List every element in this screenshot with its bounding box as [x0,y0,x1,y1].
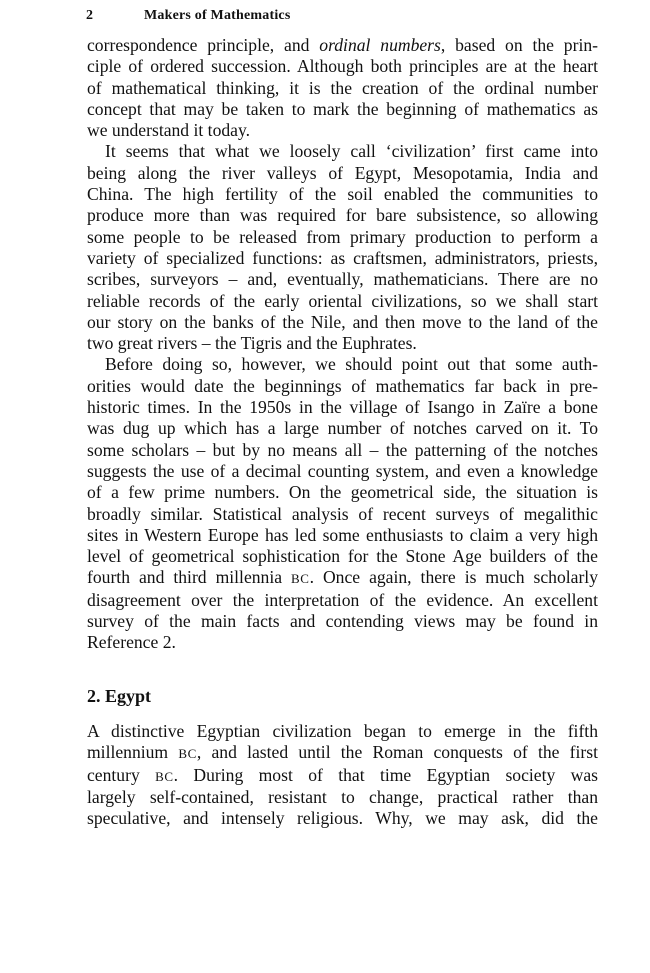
text-line: level of geometrical sophistication for the Stone Age builders of the [87,546,598,567]
text-line: some people to be released from primary production to perform a [87,226,598,247]
text-line: Before doing so, however, we should point out that some auth- [105,354,598,375]
text-line: orities would date the beginnings of mathematics far back in pre- [87,375,598,396]
text-line: scribes, surveyors – and, eventually, mathematicians. There are no [87,269,598,290]
text-line: It seems that what we loosely call ‘civilization’ first came into [105,141,598,162]
running-head-title: Makers of Mathematics [144,8,291,23]
small-caps-era: BC [178,746,197,762]
egypt-paragraph [87,721,598,829]
text-line: disagreement over the interpretation of the evidence. An excellent [87,589,598,610]
body-text [87,35,598,654]
text-line: A distinctive Egyptian civilization began to emerge in the fifth [87,721,598,741]
small-caps-era: BC [291,571,310,587]
italic-term: ordinal numbers [319,35,441,55]
text-line: concept that may be taken to mark the beginning of mathematics as [87,98,598,119]
text-line: of a few prime numbers. On the geometrical side, the situation is [87,482,598,503]
text-line: century BC. During most of that time Egyptian society was [87,764,599,785]
running-head [86,8,291,24]
text-line: produce more than was required for bare subsistence, so allowing [87,205,598,226]
text-line: survey of the main facts and contending views may be found in [87,611,598,632]
text-line: some scholars – but by no means all – the patterning of the notches [87,439,598,460]
text-line: Reference 2. [87,632,176,653]
text-line: China. The high fertility of the soil enabled the communities to [87,184,598,205]
text-line: our story on the banks of the Nile, and then move to the land of the [87,311,598,332]
text-line: being along the river valleys of Egypt, Mesopotamia, India and [87,162,598,183]
text-line: speculative, and intensely religious. Why, we may ask, did the [87,808,598,829]
text-line: largely self-contained, resistant to change, practical rather than [87,786,598,807]
paragraph-1 [87,35,598,141]
egypt-paragraph-block [87,721,598,829]
section-heading: 2. Egypt [87,686,152,706]
paragraph-2 [87,141,598,354]
text-line: millennium BC, and lasted until the Roman conquests of the first [87,742,598,763]
page-number: 2 [86,8,94,23]
text-line: broadly similar. Statistical analysis of recent surveys of megalithic [87,503,598,524]
text-line: historic times. In the 1950s in the village of Isango in Zaïre a bone [87,397,598,418]
small-caps-era: BC [155,768,174,784]
text-line: variety of specialized functions: as craftsmen, administrators, priests, [87,247,598,268]
text-line: suggests the use of a decimal counting system, and even a knowledge [87,460,598,481]
text-line: ciple of ordered succession. Although both principles are at the heart [87,56,598,77]
text-line: was dug up which has a large number of notches carved on it. To [87,418,598,439]
text-line: two great rivers – the Tigris and the Euphrates. [87,333,417,354]
paragraph-3 [87,354,598,653]
text-line: we understand it today. [87,120,251,141]
text-line: fourth and third millennia BC. Once again, there is much scholarly [87,567,598,588]
text-line: reliable records of the early oriental civilizations, so we shall start [87,290,598,311]
text-line: correspondence principle, and ordinal numbers, based on the prin- [87,35,599,55]
text-line: sites in Western Europe has led some enthusiasts to claim a very high [87,524,598,545]
text-line: of mathematical thinking, it is the creation of the ordinal number [87,77,598,98]
